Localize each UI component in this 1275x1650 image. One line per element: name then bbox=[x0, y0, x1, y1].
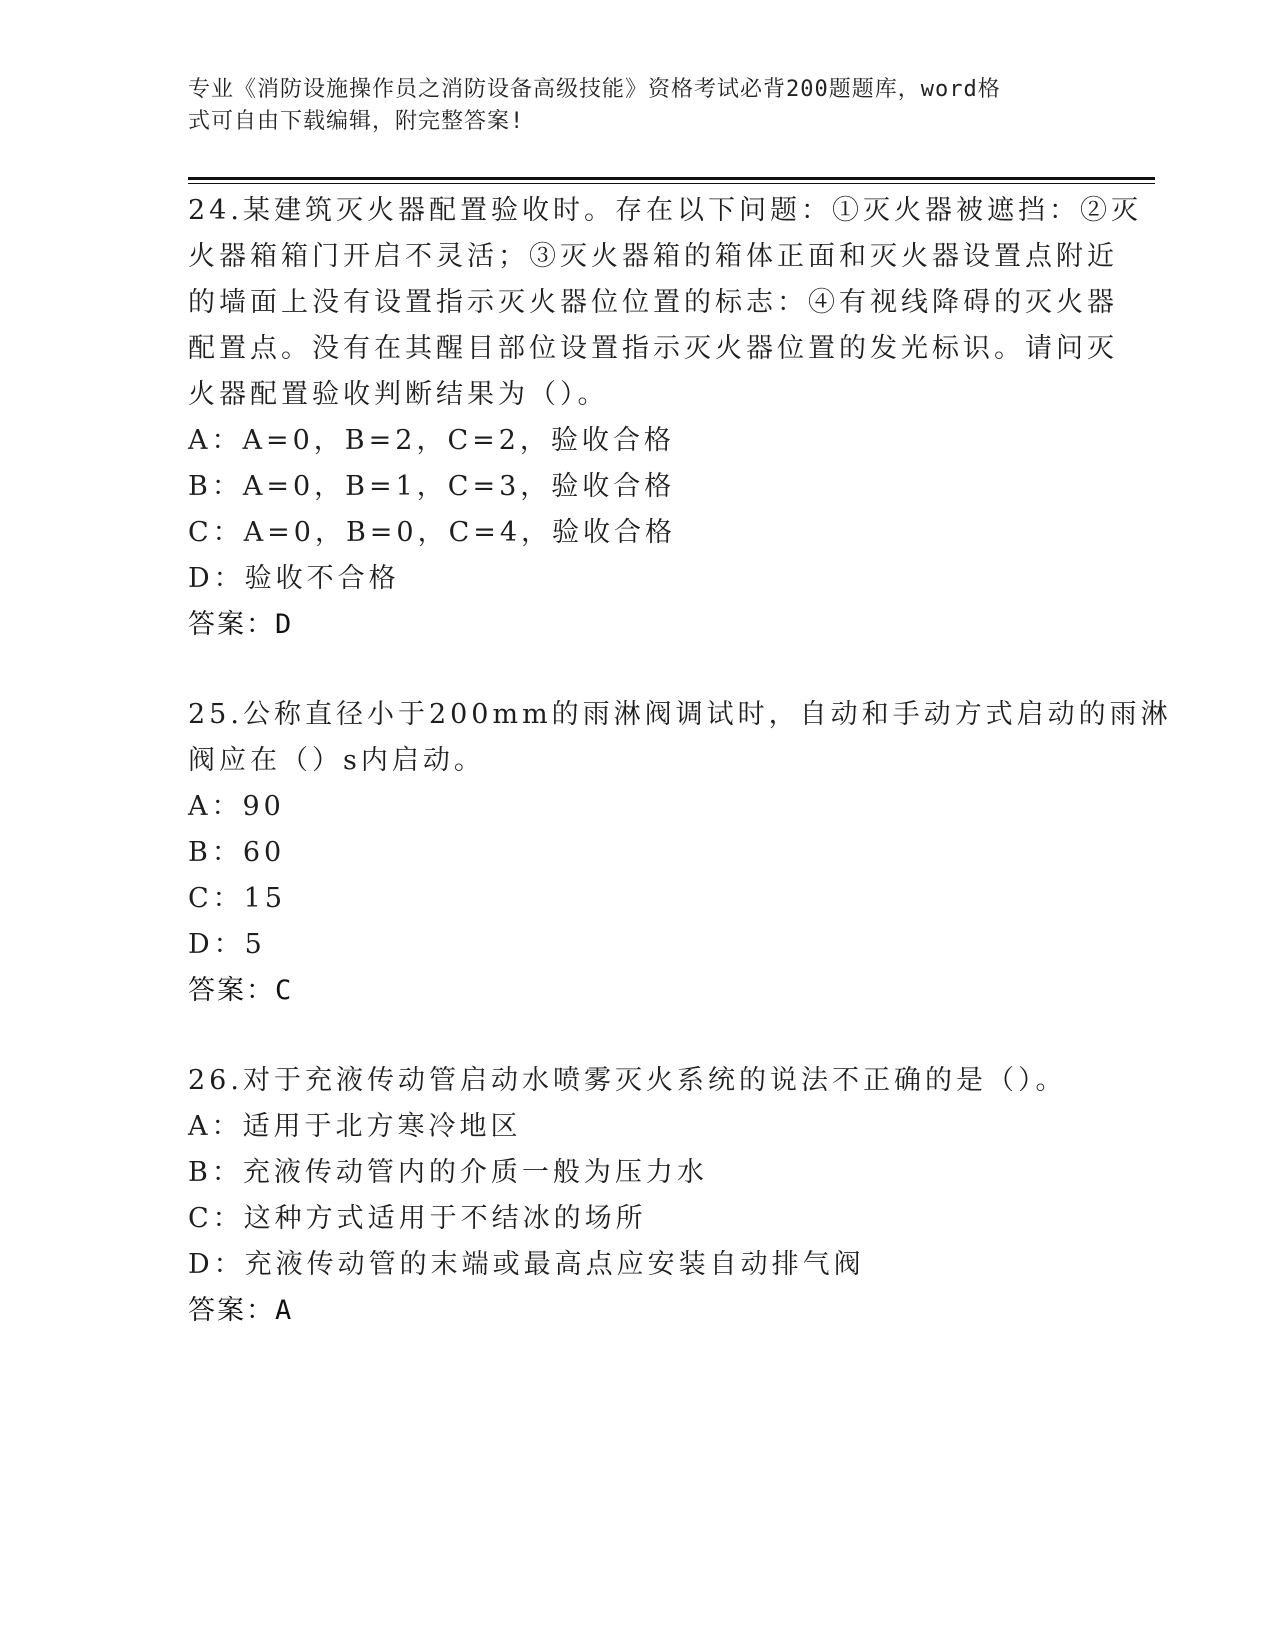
question-stem-line: 阀应在（）s内启动。 bbox=[188, 745, 485, 776]
option-d: D：验收不合格 bbox=[188, 563, 400, 594]
question-24 bbox=[188, 188, 1142, 648]
question-list bbox=[188, 188, 1172, 1378]
question-stem-line: 配置点。没有在其醒目部位设置指示灭火器位置的发光标识。请问灭 bbox=[188, 333, 1118, 364]
header-divider-thin bbox=[188, 183, 1155, 184]
question-25 bbox=[188, 692, 1172, 1014]
header-divider-thick bbox=[188, 177, 1155, 180]
option-a: A：90 bbox=[188, 791, 285, 822]
option-a: A：适用于北方寒冷地区 bbox=[188, 1111, 522, 1142]
option-b: B：60 bbox=[188, 837, 286, 868]
option-c: C：15 bbox=[188, 883, 287, 914]
option-c: C：A=0，B=0，C=4，验收合格 bbox=[188, 517, 677, 548]
answer-label: 答案：A bbox=[188, 1295, 294, 1326]
header-line-1: 专业《消防设施操作员之消防设备高级技能》资格考试必背200题题库，word格 bbox=[188, 77, 1001, 102]
question-26 bbox=[188, 1058, 1088, 1334]
option-d: D：5 bbox=[188, 929, 266, 960]
question-stem-line: 25.公称直径小于200mm的雨淋阀调试时，自动和手动方式启动的雨淋 bbox=[188, 699, 1172, 730]
question-stem-line: 的墙面上没有设置指示灭火器位位置的标志：④有视线降碍的灭火器 bbox=[188, 287, 1118, 318]
document-header bbox=[188, 74, 1068, 138]
option-a: A：A=0，B=2，C=2，验收合格 bbox=[188, 425, 675, 456]
question-stem-line: 火器配置验收判断结果为（）。 bbox=[188, 379, 609, 410]
option-c: C：这种方式适用于不结冰的场所 bbox=[188, 1203, 647, 1234]
option-b: B：充液传动管内的介质一般为压力水 bbox=[188, 1157, 708, 1188]
answer-label: 答案：C bbox=[188, 975, 294, 1006]
answer-label: 答案：D bbox=[188, 609, 294, 640]
header-line-2: 式可自由下载编辑，附完整答案! bbox=[188, 109, 525, 134]
option-d: D：充液传动管的末端或最高点应安装自动排气阀 bbox=[188, 1249, 865, 1280]
question-stem-line: 24.某建筑灭火器配置验收时。存在以下问题：①灭火器被遮挡：②灭 bbox=[188, 195, 1142, 226]
question-stem-line: 26.对于充液传动管启动水喷雾灭火系统的说法不正确的是（）。 bbox=[188, 1065, 1067, 1096]
option-b: B：A=0，B=1，C=3，验收合格 bbox=[188, 471, 676, 502]
question-stem-line: 火器箱箱门开启不灵活；③灭火器箱的箱体正面和灭火器设置点附近 bbox=[188, 241, 1118, 272]
